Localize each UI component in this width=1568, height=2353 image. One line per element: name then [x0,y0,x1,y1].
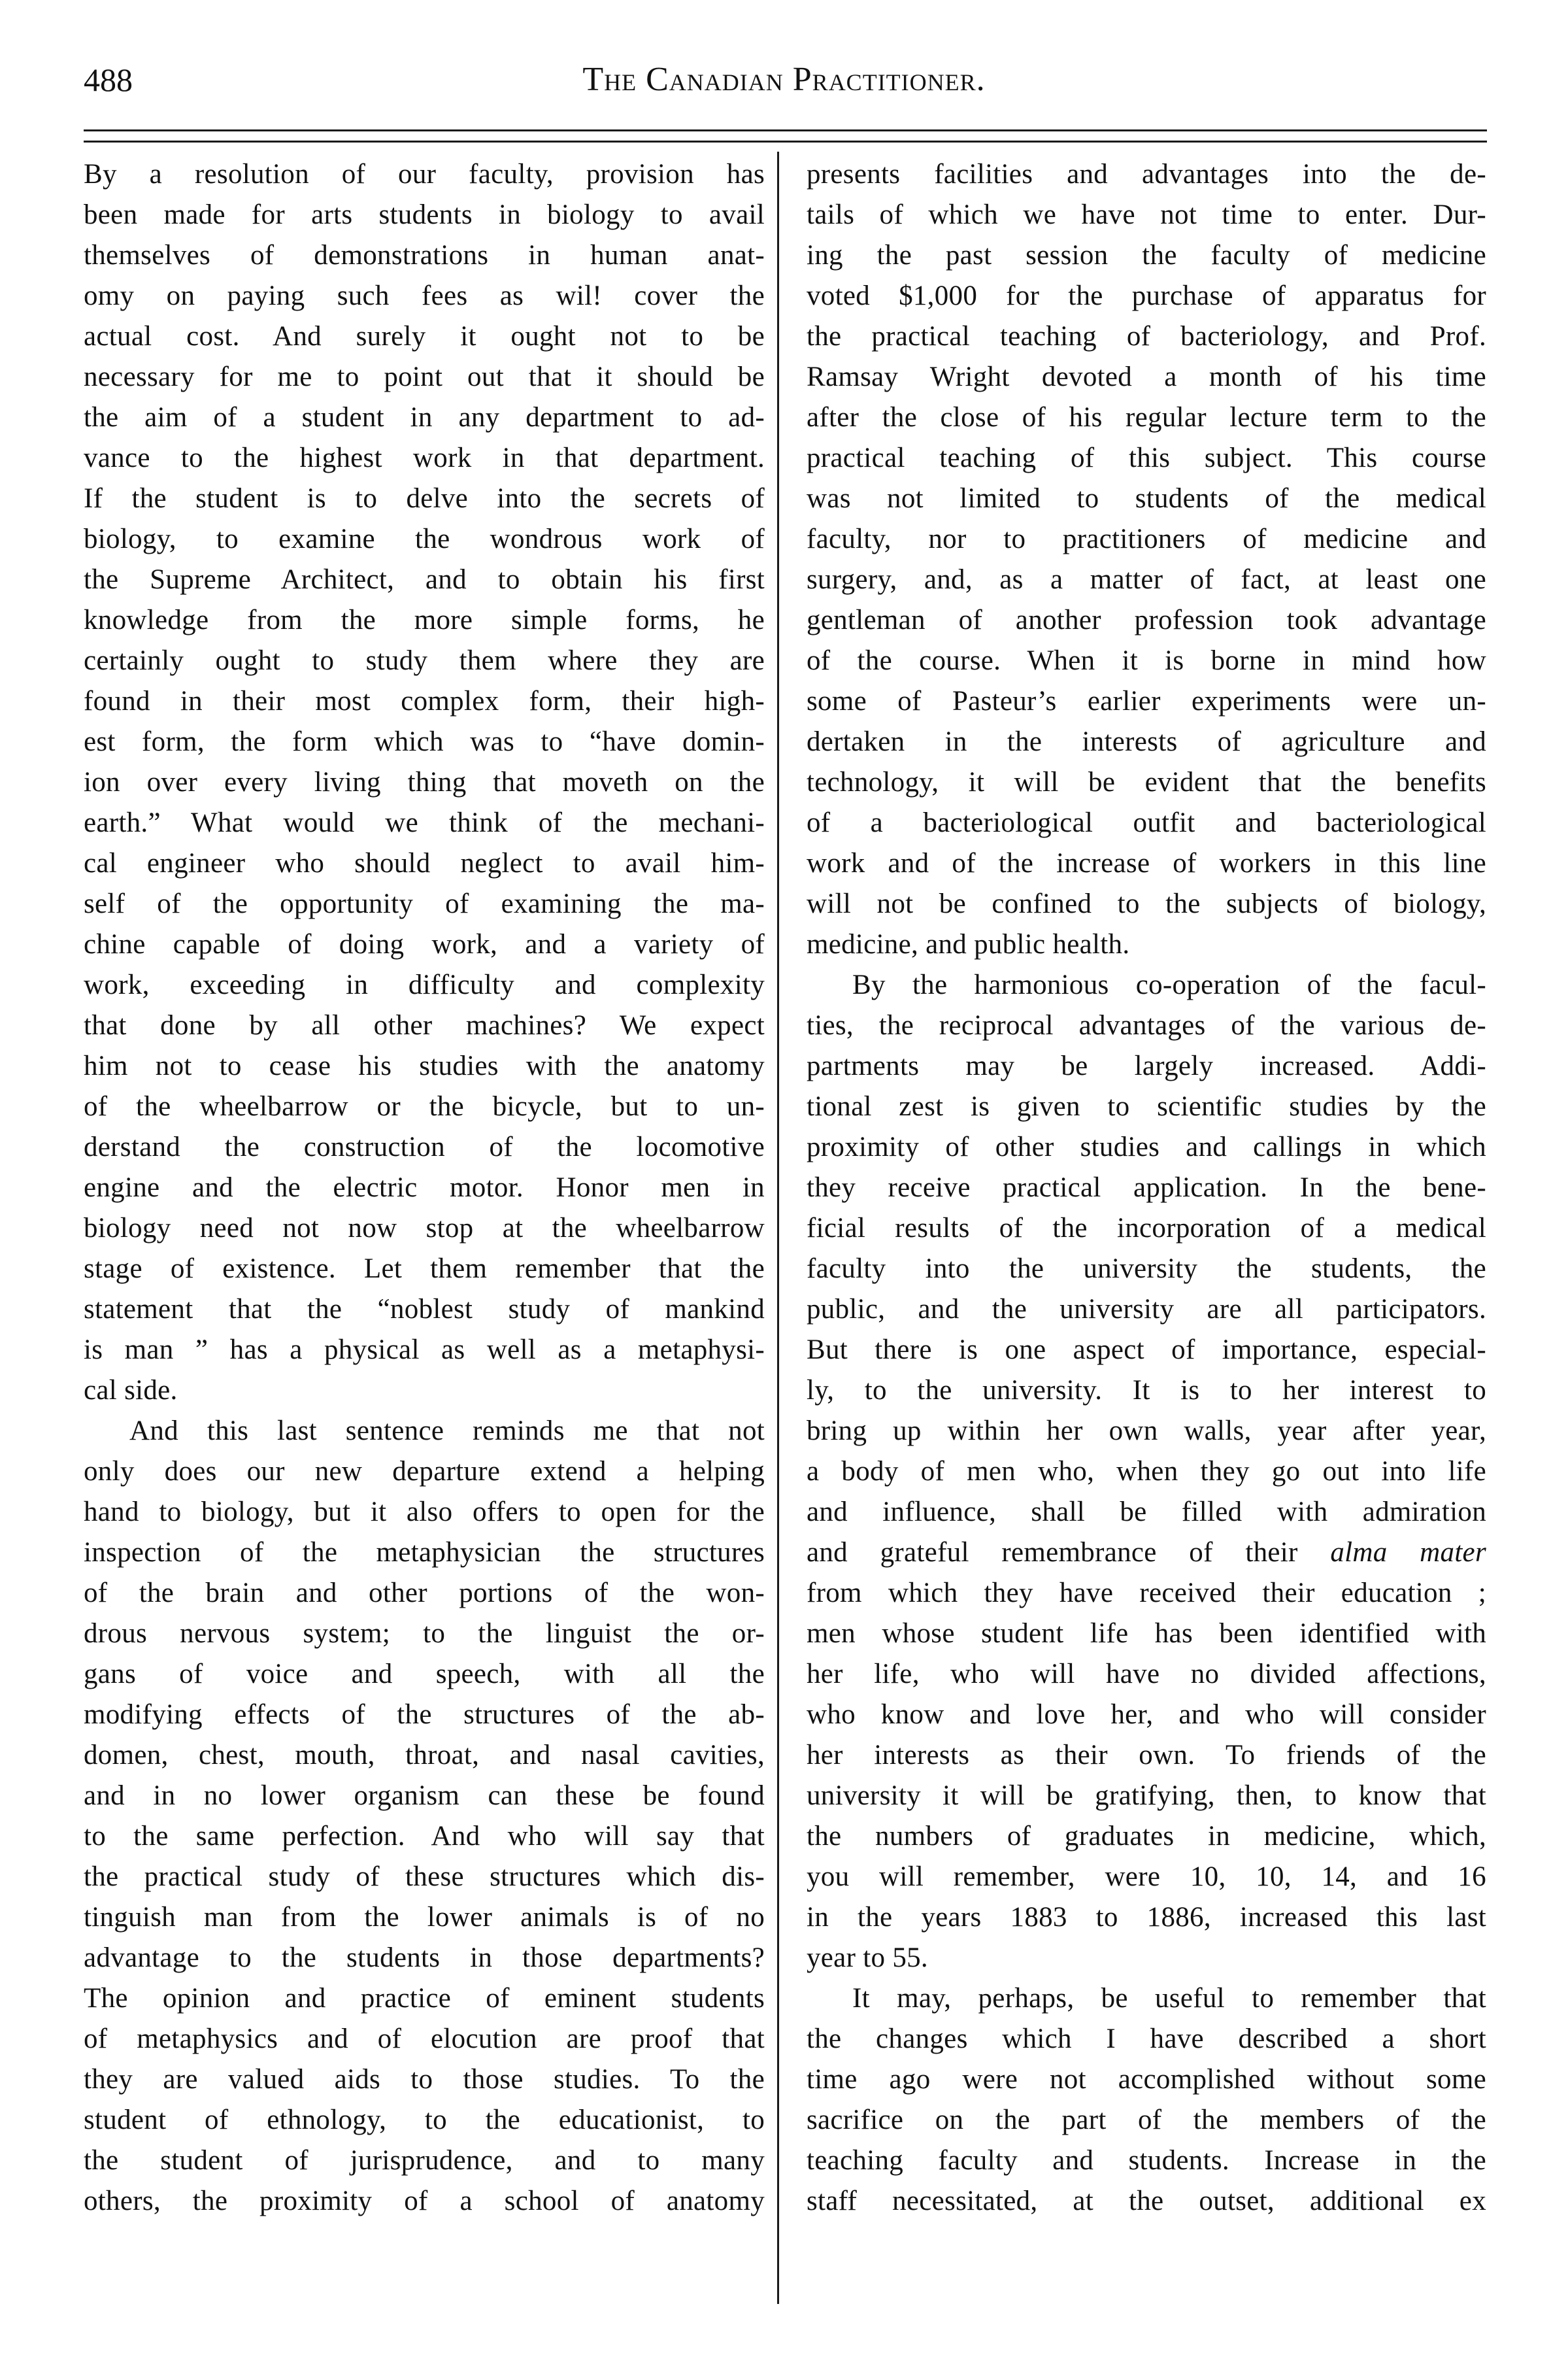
text-line: earth.” What would we think of the mechani- [84,807,765,838]
text-line: in the years 1883 to 1886, increased this last [807,1902,1486,1933]
text-line: engine and the electric motor. Honor men in [84,1172,765,1203]
text-line: stage of existence. Let them remember that the [84,1253,765,1284]
text-line: they are valued aids to those studies. To the [84,2064,765,2095]
text-line: certainly ought to study them where they are [84,645,765,676]
text-line: him not to cease his studies with the anatomy [84,1051,765,1081]
text-line: the Supreme Architect, and to obtain his first [84,564,765,595]
text-line: of metaphysics and of elocution are proof that [84,2023,765,2054]
left-text-column [84,154,765,2222]
column-divider [777,152,779,2304]
text-line: tional zest is given to scientific studies by the [807,1091,1486,1122]
text-line: the aim of a student in any department to ad- [84,402,765,433]
text-line: faculty into the university the students, the [807,1253,1486,1284]
italic-phrase: alma mater [1330,1537,1486,1568]
text-line: ly, to the university. It is to her interest to [807,1375,1486,1406]
text-line: from which they have received their education ; [807,1578,1486,1608]
text-line: others, the proximity of a school of anatomy [84,2186,765,2216]
text-line: And this last sentence reminds me that not [129,1415,765,1446]
text-line: to the same perfection. And who will say that [84,1821,765,1852]
text-line: statement that the “noblest study of mankind [84,1294,765,1325]
text-line: cal engineer who should neglect to avail him- [84,848,765,879]
text-line: tinguish man from the lower animals is of no [84,1902,765,1933]
text-line: men whose student life has been identified with [807,1618,1486,1649]
text-line: gentleman of another profession took advantage [807,605,1486,635]
header-rule-bottom [84,141,1487,143]
text-line [807,1532,1486,1573]
text-line: the changes which I have described a short [807,2023,1486,2054]
text-line: partments may be largely increased. Addi- [807,1051,1486,1081]
text-line: staff necessitated, at the outset, additional ex [807,2186,1486,2216]
text-line: Ramsay Wright devoted a month of his time [807,362,1486,392]
text-line: vance to the highest work in that department. [84,443,765,473]
text-line: of the wheelbarrow or the bicycle, but to un- [84,1091,765,1122]
text-line: self of the opportunity of examining the ma- [84,889,765,919]
text-line: actual cost. And surely it ought not to be [84,321,765,352]
text-line: her interests as their own. To friends of the [807,1740,1486,1770]
text-line: only does our new departure extend a helping [84,1456,765,1487]
text-line: omy on paying such fees as wil! cover the [84,280,765,311]
text-line: drous nervous system; to the linguist the or- [84,1618,765,1649]
text-line: public, and the university are all participators. [807,1294,1486,1325]
page-number: 488 [84,61,133,98]
text-line: the student of jurisprudence, and to many [84,2145,765,2176]
running-title-text: The Canadian Practitioner. [582,61,986,98]
text-line: themselves of demonstrations in human anat- [84,240,765,271]
text-line: that done by all other machines? We expect [84,1010,765,1041]
text-line: ties, the reciprocal advantages of the various de- [807,1010,1486,1041]
text-line: and influence, shall be filled with admiration [807,1497,1486,1527]
text-line: It may, perhaps, be useful to remember that [852,1983,1486,2014]
text-line: is man ” has a physical as well as a metaphysi- [84,1334,765,1365]
text-line: of the brain and other portions of the won- [84,1578,765,1608]
text-line: hand to biology, but it also offers to open for the [84,1497,765,1527]
text-line: ficial results of the incorporation of a medical [807,1213,1486,1244]
text-segment: and grateful remembrance of their [807,1537,1331,1568]
text-line: inspection of the metaphysician the structures [84,1537,765,1568]
text-line: By a resolution of our faculty, provision has [84,159,765,190]
text-line: If the student is to delve into the secrets of [84,483,765,514]
text-line: the practical study of these structures which dis- [84,1861,765,1892]
text-line: her life, who will have no divided affections, [807,1659,1486,1689]
text-line: work and of the increase of workers in this line [807,848,1486,879]
text-line: necessary for me to point out that it should be [84,362,765,392]
text-line: By the harmonious co-operation of the facul- [852,970,1486,1000]
text-line: proximity of other studies and callings in which [807,1132,1486,1162]
text-line: the practical teaching of bacteriology, and Prof. [807,321,1486,352]
text-line: ion over every living thing that moveth on the [84,767,765,798]
header-rule-top [84,129,1487,131]
text-line: teaching faculty and students. Increase in the [807,2145,1486,2176]
text-line: found in their most complex form, their high- [84,686,765,717]
text-line: medicine, and public health. [807,929,1130,960]
text-line: was not limited to students of the medical [807,483,1486,514]
right-text-column [807,154,1486,2222]
text-line: presents facilities and advantages into the de- [807,159,1486,190]
text-line: advantage to the students in those departments? [84,1942,765,1973]
text-line: practical teaching of this subject. This course [807,443,1486,473]
text-line: biology, to examine the wondrous work of [84,524,765,554]
text-line: time ago were not accomplished without some [807,2064,1486,2095]
text-line: you will remember, were 10, 10, 14, and 16 [807,1861,1486,1892]
text-line: knowledge from the more simple forms, he [84,605,765,635]
text-line: of a bacteriological outfit and bacteriological [807,807,1486,838]
text-line: But there is one aspect of importance, especial- [807,1334,1486,1365]
text-line: university it will be gratifying, then, to know that [807,1780,1486,1811]
text-line: cal side. [84,1375,178,1406]
text-line: technology, it will be evident that the benefits [807,767,1486,798]
text-line: derstand the construction of the locomotive [84,1132,765,1162]
text-line: of the course. When it is borne in mind how [807,645,1486,676]
running-title [0,60,1568,99]
text-line: year to 55. [807,1942,928,1973]
text-line: faculty, nor to practitioners of medicine and [807,524,1486,554]
text-line: a body of men who, when they go out into life [807,1456,1486,1487]
text-line: voted $1,000 for the purchase of apparatus for [807,280,1486,311]
text-line: who know and love her, and who will consider [807,1699,1486,1730]
text-line: biology need not now stop at the wheelbarrow [84,1213,765,1244]
text-line: chine capable of doing work, and a variety of [84,929,765,960]
text-line: tails of which we have not time to enter. Dur- [807,199,1486,230]
text-line: the numbers of graduates in medicine, which, [807,1821,1486,1852]
text-line: some of Pasteur’s earlier experiments were un- [807,686,1486,717]
text-line: dertaken in the interests of agriculture and [807,726,1486,757]
text-line: surgery, and, as a matter of fact, at least one [807,564,1486,595]
text-line: The opinion and practice of eminent students [84,1983,765,2014]
text-line: est form, the form which was to “have domin- [84,726,765,757]
text-line: they receive practical application. In the bene- [807,1172,1486,1203]
text-line: and in no lower organism can these be found [84,1780,765,1811]
text-line: after the close of his regular lecture term to the [807,402,1486,433]
text-line: student of ethnology, to the educationist, to [84,2105,765,2135]
text-line: gans of voice and speech, with all the [84,1659,765,1689]
text-line: been made for arts students in biology to avail [84,199,765,230]
text-line: sacrifice on the part of the members of the [807,2105,1486,2135]
text-line: bring up within her own walls, year after year, [807,1415,1486,1446]
text-line: ing the past session the faculty of medicine [807,240,1486,271]
text-line: work, exceeding in difficulty and complexity [84,970,765,1000]
text-line: domen, chest, mouth, throat, and nasal cavities, [84,1740,765,1770]
text-line: will not be confined to the subjects of biology, [807,889,1486,919]
text-line: modifying effects of the structures of the ab- [84,1699,765,1730]
